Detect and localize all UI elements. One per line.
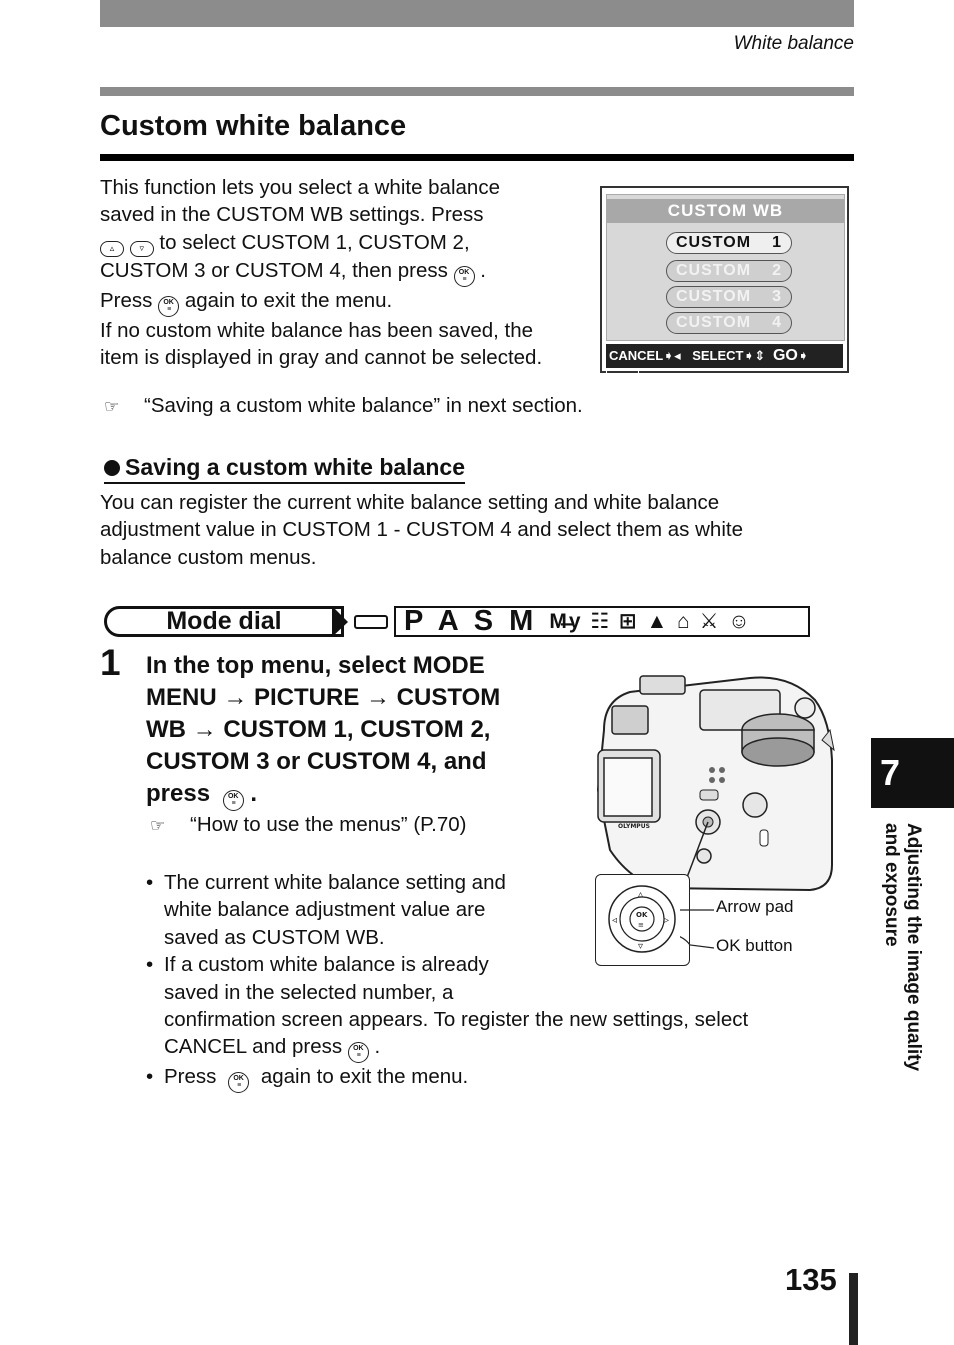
intro-text: .: [480, 258, 486, 282]
step-text: press: [146, 780, 211, 807]
pointing-hand-icon: ☞: [104, 397, 120, 416]
exposure-modes: P A S M: [404, 606, 538, 637]
pointing-hand-icon: ☞: [150, 816, 166, 835]
arrow-right-icon: ➧: [797, 348, 809, 363]
arrow-up-icon: ▵: [100, 241, 124, 257]
step-reference: [150, 811, 467, 839]
ok-button-icon: OK ≡: [228, 1072, 249, 1093]
subsection-body: [100, 489, 743, 571]
section-bar: [100, 87, 854, 96]
step-text: .: [250, 780, 258, 807]
step-number: 1: [100, 642, 121, 683]
intro-text: to select CUSTOM 1, CUSTOM 2,: [159, 230, 470, 254]
lcd-item-label: CUSTOM: [676, 288, 752, 305]
bullet-text: again to exit the menu.: [260, 1065, 469, 1089]
section-intro: [100, 174, 590, 371]
intro-text: CUSTOM 3 or CUSTOM 4, then press: [100, 258, 448, 282]
intro-line: [100, 287, 590, 317]
ok-button-icon: OK ≡: [348, 1042, 369, 1063]
lcd-item-number: 3: [772, 288, 782, 305]
page-number-bar: [849, 1273, 858, 1345]
bullet-line: saved in the selected number, a: [164, 980, 454, 1004]
subsection-title: [104, 454, 465, 484]
header-bar: [100, 0, 854, 27]
running-head: White balance: [733, 33, 854, 54]
lcd-item-custom-1: [666, 232, 792, 254]
mode-dial-modes: [394, 606, 810, 637]
ok-button-icon: OK ≡: [158, 296, 179, 317]
body-line: You can register the current white balance setting and white balance: [100, 491, 720, 514]
section-rule: [100, 154, 854, 161]
lcd-select-label: SELECT: [692, 348, 744, 363]
lcd-item-label: CUSTOM: [676, 314, 752, 331]
scene-mode-icons: M̶y ☷ ⊞ ▲ ⌂ ⚔ ☺: [549, 610, 752, 633]
step-line: In the top menu, select MODE: [146, 652, 485, 679]
svg-text:▵: ▵: [638, 889, 644, 900]
bullet-line: [164, 1033, 748, 1063]
arrow-left-icon: ➧◂: [663, 348, 681, 363]
bullet-text: Press: [164, 1065, 217, 1089]
list-item: • The current white balance setting and white balance adjustment value are saved as CUSTOM WB.: [146, 869, 748, 951]
bullet-line: white balance adjustment value are: [164, 898, 486, 922]
lcd-item-custom-4: [666, 312, 792, 334]
svg-text:▿: ▿: [638, 941, 644, 952]
step-line: CUSTOM 3 or CUSTOM 4, and: [146, 748, 487, 775]
list-item: • Press OK ≡ again to exit the menu.: [146, 1063, 748, 1093]
bullet-text: .: [374, 1035, 381, 1059]
lcd-item-number: 4: [772, 314, 782, 331]
bullet-line: If a custom white balance is already: [164, 953, 489, 977]
bullet-dot-icon: [104, 460, 120, 476]
bullet-line: [164, 1063, 748, 1093]
section-reference: [104, 392, 583, 420]
lcd-screen: [600, 186, 849, 387]
lcd-title: CUSTOM WB: [607, 199, 844, 223]
callout-ok-button: OK button: [716, 936, 793, 955]
arrow-updown-icon: ➧⇕: [743, 348, 766, 363]
bullet-line: The current white balance setting and: [164, 871, 506, 894]
lcd-item-label: CUSTOM: [676, 234, 752, 251]
lcd-menu-area: [606, 194, 845, 341]
arrow-down-icon: ▿: [130, 241, 154, 257]
arrow-pad-detail: [595, 874, 690, 966]
chapter-tab: 7: [871, 738, 954, 808]
mode-dial-pointer: [332, 606, 348, 637]
subsection-title-text: Saving a custom white balance: [125, 454, 465, 480]
intro-text: again to exit the menu.: [184, 288, 393, 312]
lcd-item-number: 2: [772, 262, 782, 279]
bullet-text: CANCEL and press: [164, 1035, 343, 1059]
camera-brand: OLYMPUS: [618, 823, 650, 830]
chapter-title-text: Adjusting the image quality: [903, 823, 924, 1072]
intro-text: Press: [100, 288, 153, 312]
list-item: • If a custom white balance is already saved in the selected number, a confirmation screen appears. To register the new settings, select CANCEL and press OK ≡ .: [146, 951, 748, 1063]
ok-button-icon: OK ≡: [223, 790, 244, 811]
intro-line: If no custom white balance has been saved, the: [100, 318, 534, 342]
step-line: [146, 778, 546, 811]
intro-line: [100, 257, 590, 287]
section-title: Custom white balance: [100, 110, 407, 142]
lcd-item-label: CUSTOM: [676, 262, 752, 279]
step-line: MENU → PICTURE → CUSTOM: [146, 684, 501, 711]
svg-text:◃: ◃: [612, 915, 618, 926]
mode-dial-label: Mode dial: [104, 606, 344, 637]
intro-line: This function lets you select a white balance: [100, 176, 500, 199]
callout-lines: [680, 890, 716, 960]
body-line: adjustment value in CUSTOM 1 - CUSTOM 4 and select them as white: [100, 518, 743, 542]
svg-text:▹: ▹: [664, 915, 670, 926]
svg-text:OK: OK: [636, 911, 648, 919]
ok-button-icon: OK ≡: [454, 266, 475, 287]
intro-line: [100, 229, 590, 257]
step-line: WB → CUSTOM 1, CUSTOM 2,: [146, 716, 491, 743]
arrow-pad-icon: [596, 875, 688, 964]
svg-text:≡: ≡: [638, 921, 644, 929]
intro-line: saved in the CUSTOM WB settings. Press: [100, 203, 484, 227]
page-number: 135: [785, 1262, 837, 1297]
lcd-item-number: 1: [772, 234, 782, 251]
lcd-ok-label: OK: [606, 370, 639, 388]
lcd-cancel-label: CANCEL: [609, 348, 664, 363]
lcd-item-custom-3: [666, 286, 792, 308]
chapter-title-vertical: [874, 823, 924, 1143]
bullet-line: saved as CUSTOM WB.: [164, 925, 385, 949]
reference-text: “How to use the menus” (P.70): [190, 813, 467, 836]
chapter-title-line: [880, 823, 924, 1071]
reference-text: “Saving a custom white balance” in next section.: [144, 394, 583, 417]
card-icon: [354, 615, 388, 629]
intro-line: item is displayed in gray and cannot be selected.: [100, 345, 543, 369]
body-line: balance custom menus.: [100, 545, 317, 569]
callout-arrow-pad: Arrow pad: [716, 897, 794, 916]
camera-illustration: [590, 670, 838, 895]
lcd-go-label: GO: [772, 347, 798, 364]
chapter-title-text: and exposure: [881, 823, 902, 947]
bullet-line: confirmation screen appears. To register the new settings, select: [164, 1008, 749, 1032]
step-instruction: [146, 650, 546, 811]
lcd-item-custom-2: [666, 260, 792, 282]
lcd-guide-bar: [606, 344, 843, 387]
